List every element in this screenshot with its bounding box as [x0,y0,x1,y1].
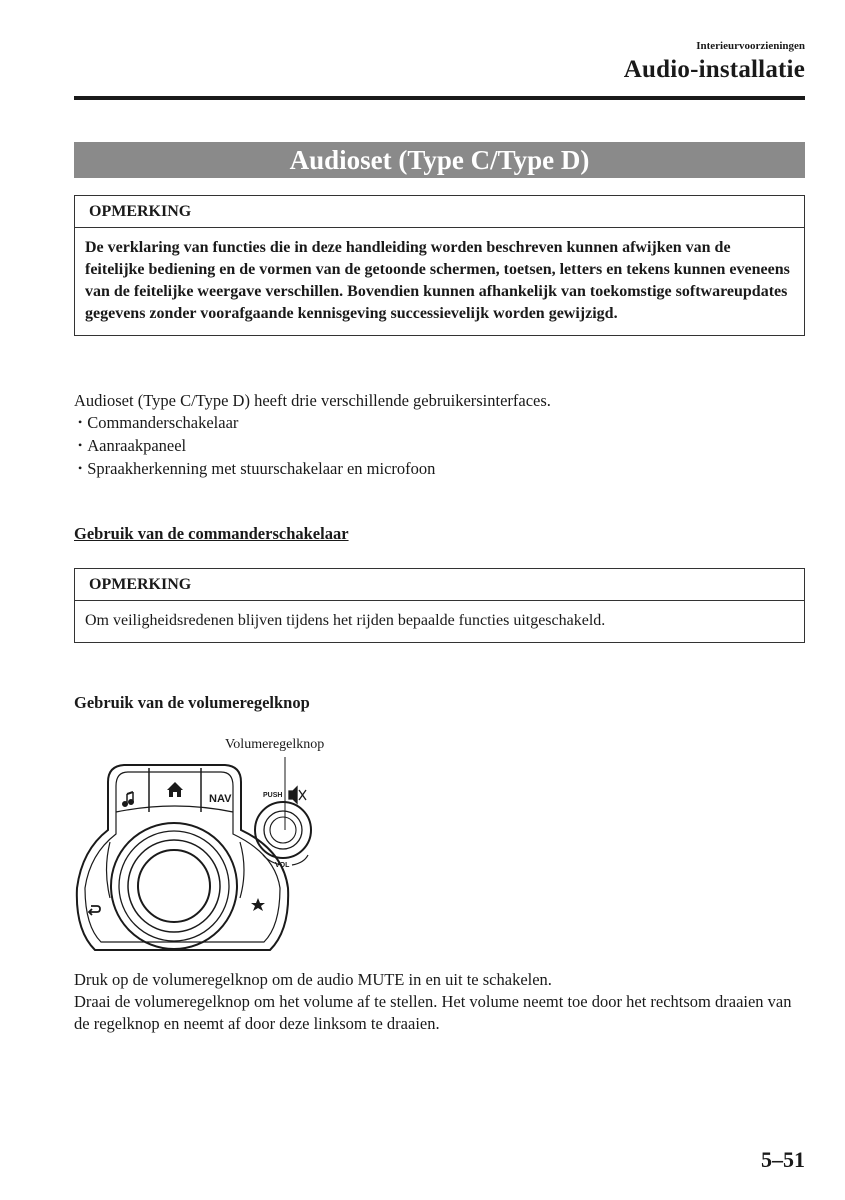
commander-switch-drawing [70,730,370,970]
section-header: Interieurvoorzieningen [696,40,805,52]
volume-mute-text: Druk op de volumeregelknop om de audio MUTE in en uit te schakelen. [74,970,552,989]
subheading-volume: Gebruik van de volumeregelknop [74,693,310,712]
list-item: • Spraakherkenning met stuurschakelaar en microfoon [78,458,435,481]
star-icon [251,898,265,911]
section-banner: Audioset (Type C/Type D) [74,142,805,178]
volume-adjust-text: Draai de volumeregelknop om het volume af te stellen. Het volume neemt toe door het rechtsom draaien van de regelknop en neemt af door deze linksom te draaien. [74,992,792,1033]
intro-paragraph: Audioset (Type C/Type D) heeft drie verschillende gebruikersinterfaces. [74,391,551,410]
home-icon [167,782,183,797]
note-box-disclaimer [74,195,805,336]
push-label: PUSH [263,792,283,799]
page-title: Audio-installatie [623,56,805,83]
header-rule [74,96,805,100]
subheading-commander: Gebruik van de commanderschakelaar [74,524,349,543]
nav-button-label: NAV [209,793,232,805]
commander-switch-figure [70,730,370,970]
note-body: De verklaring van functies die in deze handleiding worden beschreven kunnen afwijken van de feitelijke bediening en de vormen van de getoonde schermen, toetsen, letters en tekens kunnen eveneens van de feitelijke weergave verschillen. Bovendien kunnen afhankelijk van toekomstige softwareupdates gegevens zonder voorafgaande kennisgeving successievelijk worden gewijzigd. [85,239,790,322]
mute-icon [289,787,306,803]
interface-list [78,412,435,481]
note-body: Om veiligheidsredenen blijven tijdens het rijden bepaalde functies uitgeschakeld. [85,612,606,629]
back-icon [89,906,100,915]
note-box-safety [74,568,805,643]
page-number: 5–51 [761,1147,805,1172]
list-item: • Aanraakpaneel [78,435,435,458]
volume-knob-callout: Volumeregelknop [225,737,325,752]
note-heading: OPMERKING [75,569,804,601]
vol-label: VOL [275,862,290,869]
music-note-icon [123,792,134,807]
note-heading: OPMERKING [75,196,804,228]
list-item: • Commanderschakelaar [78,412,435,435]
